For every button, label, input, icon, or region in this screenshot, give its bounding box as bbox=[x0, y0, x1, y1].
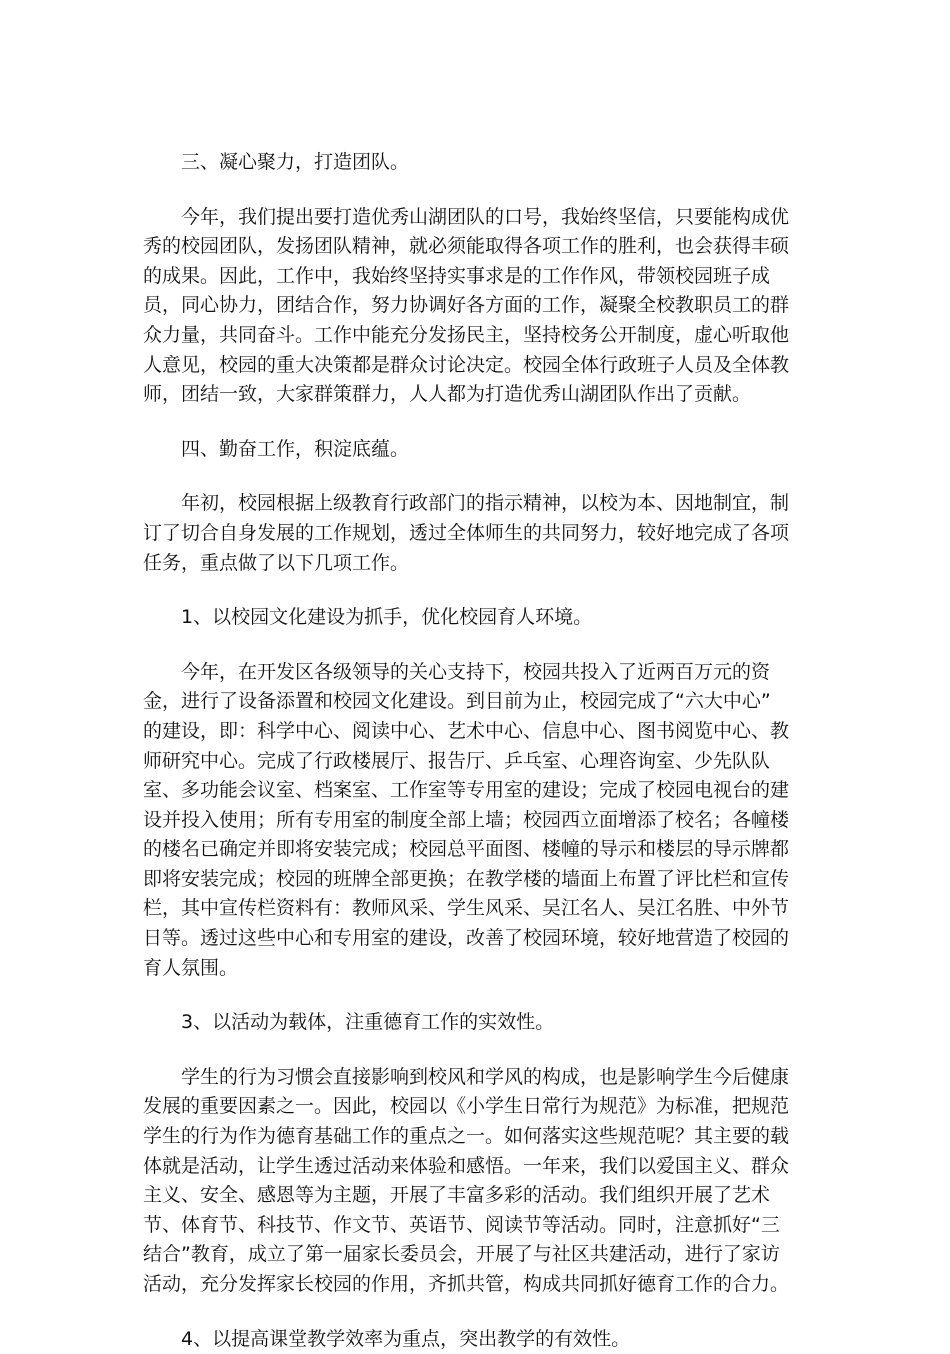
paragraph-line: 体就是活动，让学生透过活动来体验和感悟。一年来，我们以爱国主义、群众 bbox=[143, 1154, 790, 1177]
document-body bbox=[143, 148, 807, 1354]
spacer bbox=[143, 410, 807, 435]
spacer bbox=[143, 578, 807, 603]
section-heading: 三、凝心聚力，打造团队。 bbox=[181, 151, 410, 173]
paragraph-line: 的成果。因此，工作中，我始终坚持实事求是的工作作风，带领校园班子成 bbox=[143, 264, 771, 287]
paragraph-line: 日等。透过这些中心和专用室的建设，改善了校园环境，较好地营造了校园的 bbox=[143, 927, 790, 950]
paragraph-line: 育人氛围。 bbox=[143, 956, 239, 979]
section-paragraph bbox=[143, 1063, 807, 1300]
paragraph-line: 的楼名已确定并即将安装完成；校园总平面图、楼幢的导示和楼层的导示牌都 bbox=[143, 838, 790, 861]
paragraph-line: 师研究中心。完成了行政楼展厅、报告厅、乒乓室、心理咨询室、少先队队 bbox=[143, 749, 771, 772]
spacer bbox=[143, 1300, 807, 1325]
paragraph-line: 员，同心协力，团结合作，努力协调好各方面的工作，凝聚全校教职员工的群 bbox=[143, 294, 790, 317]
paragraph-line: 任务，重点做了以下几项工作。 bbox=[143, 551, 410, 574]
paragraph-line: 人意见，校园的重大决策都是群众讨论决定。校园全体行政班子人员及全体教 bbox=[143, 353, 790, 376]
section-paragraph bbox=[143, 203, 807, 410]
paragraph-line: 设并投入使用；所有专用室的制度全部上墙；校园西立面增添了校名；各幢楼 bbox=[143, 808, 790, 831]
paragraph-line: 节、体育节、科技节、作文节、英语节、阅读节等活动。同时，注意抓好“三 bbox=[143, 1213, 780, 1236]
paragraph-line: 室、多功能会议室、档案室、工作室等专用室的建设；完成了校园电视台的建 bbox=[143, 779, 790, 802]
section-heading: 3、以活动为载体，注重德育工作的实效性。 bbox=[181, 1011, 555, 1034]
paragraph-line: 发展的重要因素之一。因此，校园以《小学生日常行为规范》为标准，把规范 bbox=[143, 1095, 790, 1118]
section-heading: 四、勤奋工作，积淀底蕴。 bbox=[181, 437, 410, 460]
paragraph-line: 金，进行了设备添置和校园文化建设。到目前为止，校园完成了“六大中心” bbox=[143, 690, 771, 713]
spacer bbox=[143, 1038, 807, 1063]
paragraph-line: 年初，校园根据上级教育行政部门的指示精神，以校为本、因地制宜，制 bbox=[181, 492, 790, 515]
paragraph-line: 众力量，共同奋斗。工作中能充分发扬民主，坚持校务公开制度，虚心听取他 bbox=[143, 323, 790, 346]
paragraph-line: 的建设，即：科学中心、阅读中心、艺术中心、信息中心、图书阅览中心、教 bbox=[143, 719, 790, 742]
paragraph-line: 栏，其中宣传栏资料有：教师风采、学生风采、吴江名人、吴江名胜、中外节 bbox=[143, 897, 790, 920]
paragraph-line: 秀的校园团队，发扬团队精神，就必须能取得各项工作的胜利，也会获得丰硕 bbox=[143, 235, 790, 258]
spacer bbox=[143, 178, 807, 203]
paragraph-line: 主义、安全、感恩等为主题，开展了丰富多彩的活动。我们组织开展了艺术 bbox=[143, 1184, 771, 1207]
paragraph-line: 今年，在开发区各级领导的关心支持下，校园共投入了近两百万元的资 bbox=[181, 660, 771, 683]
spacer bbox=[143, 464, 807, 489]
spacer bbox=[143, 983, 807, 1008]
spacer bbox=[143, 633, 807, 658]
paragraph-line: 学生的行为作为德育基础工作的重点之一。如何落实这些规范呢？其主要的载 bbox=[143, 1125, 790, 1148]
paragraph-line: 学生的行为习惯会直接影响到校风和学风的构成，也是影响学生今后健康 bbox=[181, 1065, 790, 1088]
paragraph-line: 今年，我们提出要打造优秀山湖团队的口号，我始终坚信，只要能构成优 bbox=[181, 205, 790, 228]
section-paragraph bbox=[143, 489, 807, 578]
paragraph-line: 师，团结一致，大家群策群力，人人都为打造优秀山湖团队作出了贡献。 bbox=[143, 383, 752, 406]
section-heading: 4、以提高课堂教学效率为重点，突出教学的有效性。 bbox=[181, 1327, 631, 1350]
paragraph-line: 活动，充分发挥家长校园的作用，齐抓共管，构成共同抓好德育工作的合力。 bbox=[143, 1273, 790, 1295]
paragraph-line: 订了切合自身发展的工作规划，透过全体师生的共同努力，较好地完成了各项 bbox=[143, 521, 790, 544]
paragraph-line: 结合”教育，成立了第一届家长委员会，开展了与社区共建活动，进行了家访 bbox=[143, 1243, 780, 1266]
section-heading: 1、以校园文化建设为抓手，优化校园育人环境。 bbox=[181, 606, 593, 629]
section-paragraph bbox=[143, 658, 807, 984]
paragraph-line: 即将安装完成；校园的班牌全部更换；在教学楼的墙面上布置了评比栏和宣传 bbox=[143, 867, 790, 890]
